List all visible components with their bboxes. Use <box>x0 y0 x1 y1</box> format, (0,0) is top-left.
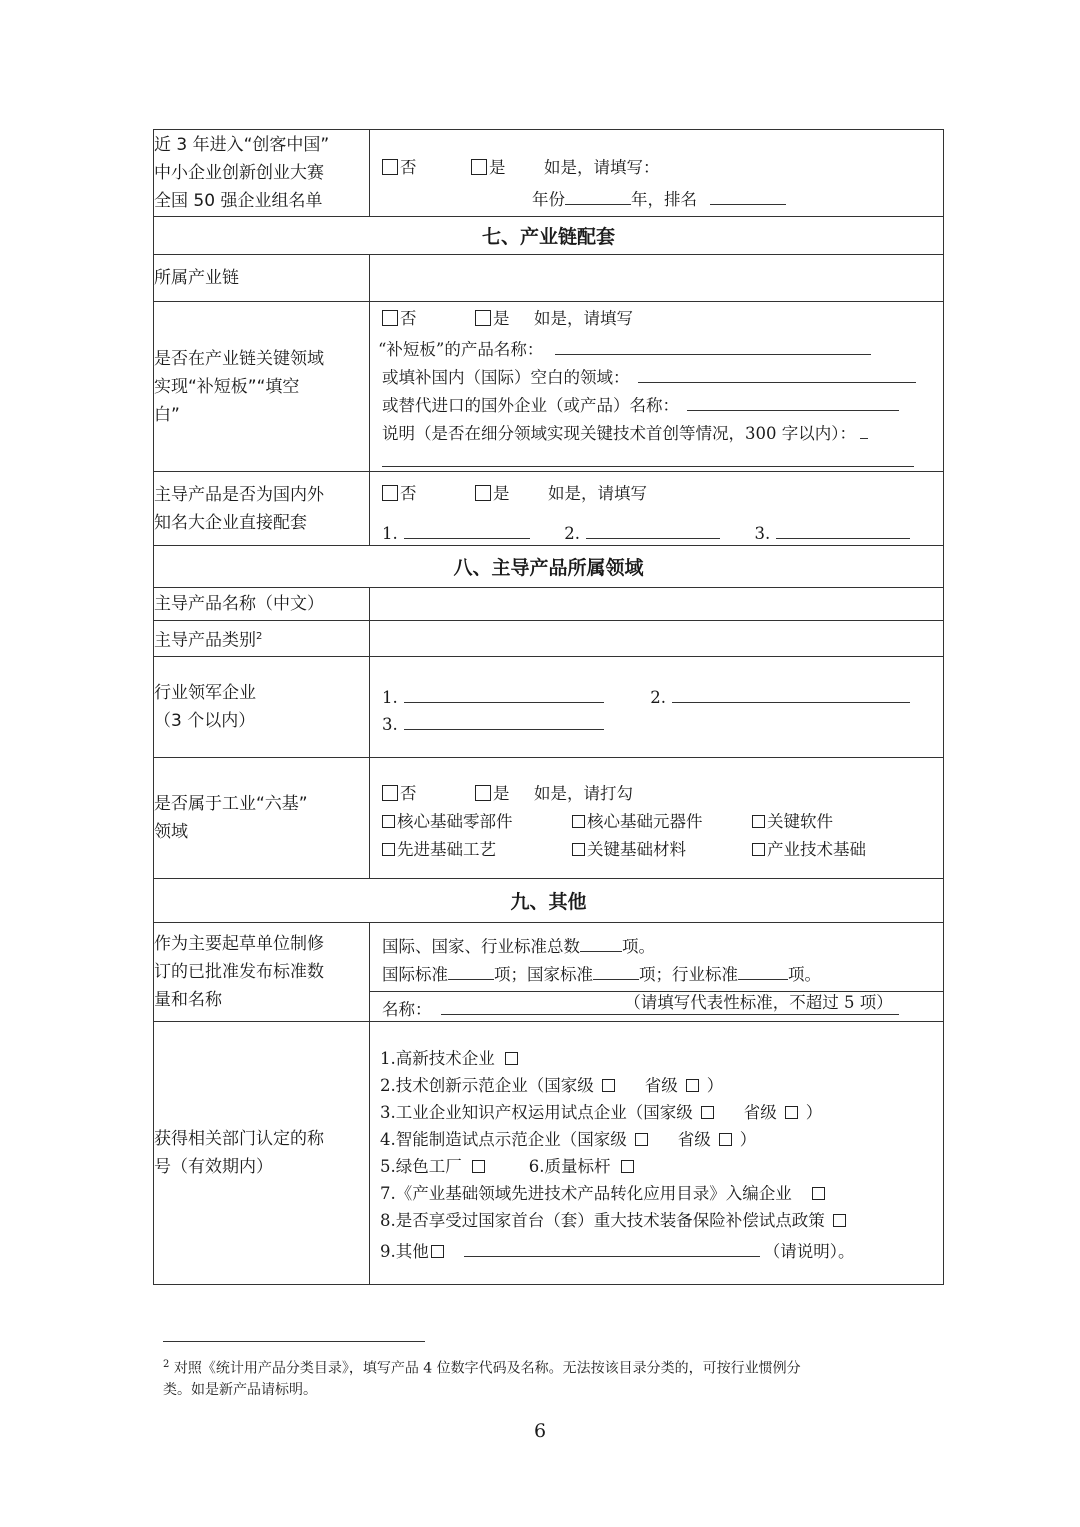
checkbox-core-parts[interactable] <box>382 815 395 828</box>
honor-item: 5.绿色工厂 <box>380 1157 462 1176</box>
if-yes-instruction: 如是，请填写 <box>548 484 647 503</box>
checkbox-key-materials[interactable] <box>572 843 585 856</box>
domain-field[interactable] <box>638 364 916 383</box>
year-label: 年份 <box>532 190 565 209</box>
level-label: 省级 <box>677 1130 711 1149</box>
label-line: 作为主要起草单位制修 <box>154 934 324 954</box>
honor-item: 7.《产业基础领域先进技术产品转化应用目录》入编企业 <box>380 1184 792 1203</box>
section-8-header <box>154 546 944 588</box>
row-product-name-cn <box>154 588 944 621</box>
checkbox-innov-province[interactable] <box>686 1079 699 1092</box>
explain-field[interactable] <box>382 466 914 467</box>
name-note: （请填写代表性标准，不超过 5 项） <box>624 993 893 1012</box>
option-yes-label: 是 <box>489 158 506 177</box>
option-label: 关键软件 <box>767 812 833 831</box>
row-standards <box>154 923 944 1022</box>
checkbox-yes[interactable] <box>471 159 487 175</box>
row-value <box>370 923 944 1022</box>
option-no-label: 否 <box>400 309 417 328</box>
row-honors <box>154 1022 944 1285</box>
checkbox-quality-benchmark[interactable] <box>621 1160 634 1173</box>
intl-field[interactable] <box>448 961 494 980</box>
honor-item: 4.智能制造试点示范企业（国家级 <box>380 1130 627 1149</box>
checkbox-yes[interactable] <box>475 310 491 326</box>
checkbox-high-tech[interactable] <box>505 1052 518 1065</box>
item-number: 1. <box>382 688 398 707</box>
honor-item: 3.工业企业知识产权运用试点企业（国家级 <box>380 1103 693 1122</box>
footnote-marker: 2 <box>256 630 263 642</box>
row-label <box>154 1022 370 1285</box>
option-no-label: 否 <box>400 784 417 803</box>
row-label: 主导产品名称（中文） <box>154 588 370 621</box>
footnote-separator <box>163 1341 425 1342</box>
checkbox-catalog[interactable] <box>812 1187 825 1200</box>
option-yes-label: 是 <box>493 309 510 328</box>
checkbox-innov-national[interactable] <box>602 1079 615 1092</box>
leader-field-3[interactable] <box>404 711 604 730</box>
section-9-header <box>154 879 944 923</box>
industry-field[interactable] <box>738 961 788 980</box>
honor-item: 8.是否享受过国家首台（套）重大技术装备保险补偿试点政策 <box>380 1211 825 1230</box>
paren: ） <box>706 1076 724 1095</box>
option-label: 核心基础元器件 <box>587 812 703 831</box>
row-six-bases <box>154 758 944 879</box>
checkbox-other[interactable] <box>431 1245 444 1258</box>
label-line: 中小企业创新创业大赛 <box>154 163 324 183</box>
company-field-3[interactable] <box>776 520 910 539</box>
label-text: 主导产品类别 <box>154 630 256 651</box>
label-line: 知名大企业直接配套 <box>154 512 307 533</box>
row-label <box>154 657 370 758</box>
replace-label: 或替代进口的国外企业（或产品）名称： <box>382 396 679 415</box>
label-line: 订的已批准发布标准数 <box>154 962 324 982</box>
label-line: 领域 <box>154 822 188 842</box>
product-name-cn-field[interactable] <box>370 588 944 621</box>
label-line: 全国 50 强企业组名单 <box>154 191 323 211</box>
item-number: 2. <box>650 688 666 707</box>
row-label <box>154 130 370 217</box>
row-value <box>370 758 944 879</box>
checkbox-no[interactable] <box>382 159 398 175</box>
checkbox-yes[interactable] <box>475 485 491 501</box>
checkbox-no[interactable] <box>382 310 398 326</box>
checkbox-smart-national[interactable] <box>635 1133 648 1146</box>
row-label <box>154 472 370 546</box>
checkbox-smart-province[interactable] <box>719 1133 732 1146</box>
checkbox-key-software[interactable] <box>752 815 765 828</box>
honor-item: 2.技术创新示范企业（国家级 <box>380 1076 594 1095</box>
option-label: 产业技术基础 <box>767 840 866 859</box>
national-label: 项；国家标准 <box>494 965 593 984</box>
row-value <box>370 657 944 758</box>
checkbox-ip-national[interactable] <box>701 1106 714 1119</box>
row-shortboard <box>154 302 944 472</box>
if-yes-instruction: 如是，请填写： <box>544 158 660 177</box>
unit-label: 项。 <box>622 937 655 956</box>
replace-field[interactable] <box>687 392 899 411</box>
checkbox-ip-province[interactable] <box>785 1106 798 1119</box>
if-yes-instruction: 如是，请填写 <box>534 309 633 328</box>
company-field-1[interactable] <box>404 520 530 539</box>
label-line: 白” <box>154 404 180 425</box>
row-industry-chain <box>154 255 944 302</box>
row-label <box>154 923 370 1022</box>
row-maker-china-top50 <box>154 130 944 217</box>
rank-field[interactable] <box>710 186 786 205</box>
section-title: 九、其他 <box>154 879 944 923</box>
item-number: 1. <box>382 524 398 543</box>
leader-field-1[interactable] <box>404 684 604 703</box>
total-field[interactable] <box>580 933 622 952</box>
row-value <box>370 302 944 472</box>
national-field[interactable] <box>593 961 639 980</box>
checkbox-no[interactable] <box>382 485 398 501</box>
footnote <box>163 1354 923 1401</box>
other-field[interactable] <box>464 1238 760 1257</box>
footnote-number: 2 <box>163 1359 170 1370</box>
honor-item: 9.其他 <box>380 1242 429 1261</box>
explain-note: （请说明）。 <box>763 1242 855 1261</box>
product-name-label: “补短板”的产品名称： <box>378 340 544 359</box>
paren: ） <box>805 1103 823 1122</box>
item-number: 3. <box>754 524 771 543</box>
explain-label: 说明（是否在细分领域实现关键技术首创等情况，300 字以内）： <box>382 424 856 443</box>
row-label: 所属产业链 <box>154 255 370 302</box>
row-value <box>370 130 944 217</box>
checkbox-first-set[interactable] <box>833 1214 846 1227</box>
level-label: 省级 <box>743 1103 777 1122</box>
section-7-header <box>154 217 944 255</box>
page-number: 6 <box>533 1420 547 1442</box>
label-line: 实现“补短板”“填空 <box>154 376 300 397</box>
label-line: 主导产品是否为国内外 <box>154 484 324 505</box>
row-supporting <box>154 472 944 546</box>
label-line: 号（有效期内） <box>154 1157 273 1177</box>
paren: ） <box>739 1130 757 1149</box>
option-yes-label: 是 <box>493 784 510 803</box>
checkbox-tech-base[interactable] <box>752 843 765 856</box>
option-label: 关键基础材料 <box>587 840 686 859</box>
label-line: （3 个以内） <box>154 711 256 731</box>
footnote-text: 对照《统计用产品分类目录》，填写产品 4 位数字代码及名称。无法按该目录分类的，可按行业惯例分 <box>173 1360 801 1377</box>
row-value <box>370 1022 944 1285</box>
section-title: 七、产业链配套 <box>154 217 944 255</box>
label-line: 获得相关部门认定的称 <box>154 1129 324 1149</box>
row-industry-leaders <box>154 657 944 758</box>
checkbox-advanced-process[interactable] <box>382 843 395 856</box>
product-name-field[interactable] <box>555 336 871 355</box>
option-label: 先进基础工艺 <box>397 840 496 859</box>
checkbox-no[interactable] <box>382 785 398 801</box>
leader-field-2[interactable] <box>672 684 910 703</box>
intl-label: 国际标准 <box>382 965 448 984</box>
industry-label: 项；行业标准 <box>639 965 738 984</box>
application-form-table <box>153 129 944 1285</box>
label-line: 是否属于工业“六基” <box>154 794 308 814</box>
checkbox-yes[interactable] <box>475 785 491 801</box>
label-line: 近 3 年进入“创客中国” <box>154 135 330 155</box>
checkbox-core-components[interactable] <box>572 815 585 828</box>
honor-item: 1.高新技术企业 <box>380 1049 495 1068</box>
label-line: 是否在产业链关键领域 <box>154 348 324 369</box>
unit-label: 项。 <box>788 965 821 984</box>
row-label <box>154 621 370 657</box>
total-label: 国际、国家、行业标准总数 <box>382 937 580 956</box>
footnote-text: 类。如是新产品请标明。 <box>163 1381 317 1398</box>
explain-field-start[interactable] <box>860 420 868 439</box>
industry-chain-field[interactable] <box>370 255 944 302</box>
option-yes-label: 是 <box>493 484 510 503</box>
item-number: 2. <box>564 524 580 543</box>
standard-name-field[interactable] <box>441 993 899 1015</box>
company-field-2[interactable] <box>586 520 720 539</box>
domain-label: 或填补国内（国际）空白的领域： <box>382 368 630 387</box>
row-product-category <box>154 621 944 657</box>
option-no-label: 否 <box>400 158 417 177</box>
if-yes-instruction: 如是，请打勾 <box>534 784 633 803</box>
row-label <box>154 302 370 472</box>
option-no-label: 否 <box>400 484 417 503</box>
year-field[interactable] <box>565 186 631 205</box>
checkbox-green-factory[interactable] <box>472 1160 485 1173</box>
rank-label: 年，排名 <box>631 190 697 209</box>
product-category-field[interactable] <box>370 621 944 657</box>
section-title: 八、主导产品所属领域 <box>154 546 944 588</box>
row-value <box>370 472 944 546</box>
item-number: 3. <box>382 715 398 734</box>
label-line: 行业领军企业 <box>154 683 256 703</box>
option-label: 核心基础零部件 <box>397 812 513 831</box>
honor-item: 6.质量标杆 <box>528 1157 611 1176</box>
label-line: 量和名称 <box>154 990 222 1010</box>
name-label: 名称： <box>382 1000 432 1019</box>
level-label: 省级 <box>644 1076 678 1095</box>
row-label <box>154 758 370 879</box>
